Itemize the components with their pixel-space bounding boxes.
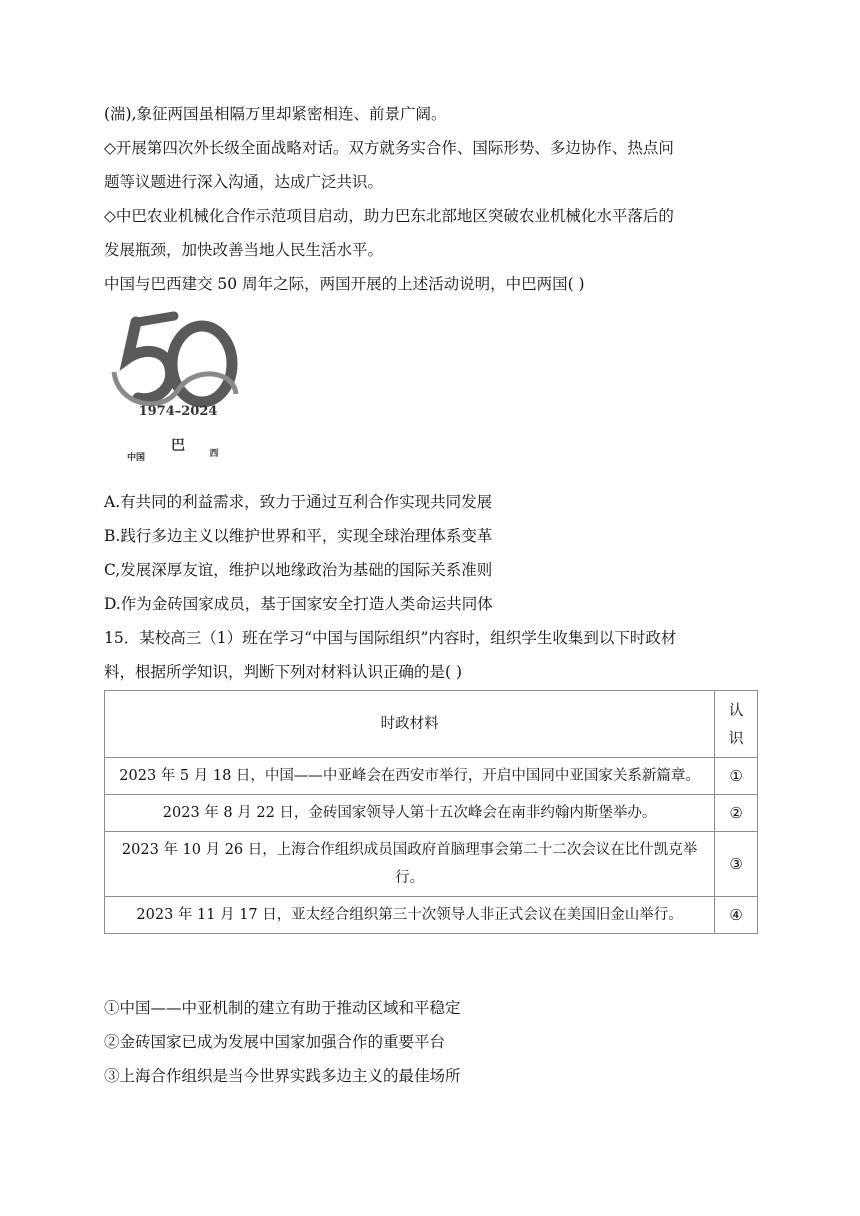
- table-cell-text: 2023 年 11 月 17 日，亚太经合组织第三十次领导人非正式会议在美国旧金山举行。: [105, 897, 715, 934]
- table-cell-mark: ①: [715, 758, 758, 795]
- table-row: [105, 832, 758, 897]
- anniversary-logo: [108, 310, 248, 470]
- logo-caption-right: 西: [209, 449, 219, 459]
- table-cell-text: 2023 年 5 月 18 日，中国——中亚峰会在西安市举行，开启中国同中亚国家关系新篇章。: [105, 758, 715, 795]
- logo-caption-mid: 巴: [171, 438, 185, 454]
- paragraph-line: ◇中巴农业机械化合作示范项目启动，助力巴东北部地区突破农业机械化水平落后的: [104, 207, 674, 225]
- option-d: D.作为金砖国家成员，基于国家安全打造人类命运共同体: [104, 595, 493, 613]
- logo-caption-left: 中国: [126, 453, 146, 463]
- table-cell-mark: ④: [715, 897, 758, 934]
- statement-2: ②金砖国家已成为发展中国家加强合作的重要平台: [104, 1033, 446, 1051]
- question-15-line-2: 料，根据所学知识，判断下列对材料认识正确的是( ): [104, 663, 463, 681]
- paragraph-line: 发展瓶颈，加快改善当地人民生活水平。: [104, 241, 384, 259]
- question-stem: 中国与巴西建交 50 周年之际，两国开展的上述活动说明，中巴两国( ): [104, 275, 585, 293]
- paragraph-line: 题等议题进行深入沟通，达成广泛共识。: [104, 173, 384, 191]
- paragraph-line: ◇开展第四次外长级全面战略对话。双方就务实合作、国际形势、多边协作、热点问: [104, 139, 674, 157]
- logo-years: 1974–2024: [138, 404, 218, 419]
- header-recognition-char-2: 识: [728, 729, 744, 747]
- table-cell-mark: ③: [715, 832, 758, 897]
- option-b: B.践行多边主义以维护世界和平，实现全球治理体系变革: [104, 527, 493, 545]
- table-cell-text: 2023 年 10 月 26 日，上海合作组织成员国政府首脑理事会第二十二次会议在比什凯克举行。: [105, 832, 715, 897]
- question-15-line-1: 15．某校高三（1）班在学习“中国与国际组织”内容时，组织学生收集到以下时政材: [104, 629, 677, 647]
- header-material: 时政材料: [105, 691, 715, 758]
- option-c: C,发展深厚友谊，维护以地缘政治为基础的国际关系准则: [104, 561, 493, 579]
- statement-3: ③上海合作组织是当今世界实践多边主义的最佳场所: [104, 1067, 461, 1085]
- paragraph-line: (湍),象征两国虽相隔万里却紧密相连、前景广阔。: [104, 105, 447, 123]
- table-row: [105, 795, 758, 832]
- header-recognition-char-1: 认: [728, 701, 744, 719]
- table-cell-text: 2023 年 8 月 22 日，金砖国家领导人第十五次峰会在南非约翰内斯堡举办。: [105, 795, 715, 832]
- option-a: A.有共同的利益需求，致力于通过互利合作实现共同发展: [104, 493, 493, 511]
- table-header-row: [105, 691, 758, 758]
- statement-1: ①中国——中亚机制的建立有助于推动区域和平稳定: [104, 999, 461, 1017]
- header-recognition: [715, 691, 758, 758]
- table-row: [105, 897, 758, 934]
- table-row: [105, 758, 758, 795]
- table-cell-mark: ②: [715, 795, 758, 832]
- news-table: [104, 690, 758, 934]
